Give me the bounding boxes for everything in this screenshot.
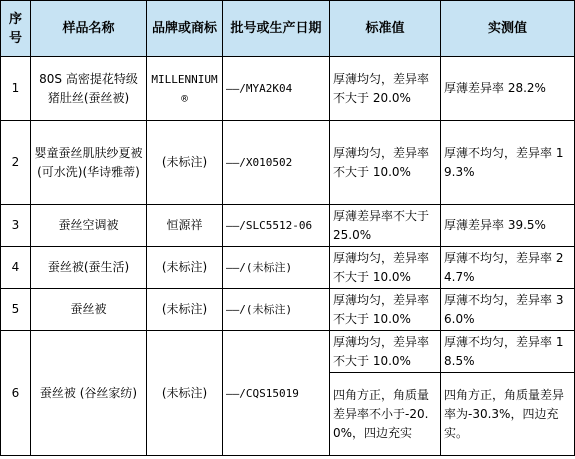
cell-standard: 厚薄均匀，差异率不大于 10.0% [330,247,441,289]
cell-standard: 厚薄均匀，差异率不大于 10.0% [330,289,441,331]
cell-standard: 厚薄均匀，差异率不大于 10.0% [330,121,441,205]
cell-brand: 恒源祥 [147,205,223,247]
cell-batch: ——/CQS15019 [223,331,330,456]
cell-standard-corner: 四角方正，角质量差异率不小于-20.0%，四边充实 [330,373,441,456]
cell-no: 2 [1,121,31,205]
cell-measured: 厚薄不均匀，差异率 24.7% [441,247,575,289]
cell-brand: (未标注) [147,247,223,289]
cell-brand: (未标注) [147,331,223,456]
cell-batch: ——/SLC5512-06 [223,205,330,247]
cell-no: 3 [1,205,31,247]
cell-brand: MILLENNIUM® [147,57,223,121]
header-measured: 实测值 [441,1,575,57]
cell-measured: 厚薄不均匀，差异率 19.3% [441,121,575,205]
header-name: 样品名称 [31,1,147,57]
header-no: 序号 [1,1,31,57]
table-row [1,121,575,205]
cell-no: 1 [1,57,31,121]
cell-name: 蚕丝被 (谷丝家纺) [31,331,147,456]
cell-batch: ——/(未标注) [223,289,330,331]
cell-name: 蚕丝被(蚕生活) [31,247,147,289]
cell-measured: 厚薄不均匀，差异率 18.5% [441,331,575,373]
cell-brand: (未标注) [147,289,223,331]
table-row [1,247,575,289]
cell-measured: 厚薄差异率 28.2% [441,57,575,121]
cell-no: 6 [1,331,31,456]
cell-name: 婴童蚕丝肌肤纱夏被(可水洗)(华诗雅蒂) [31,121,147,205]
cell-name: 蚕丝空调被 [31,205,147,247]
cell-measured-corner: 四角方正，角质量差异率为-30.3%，四边充实。 [441,373,575,456]
cell-no: 4 [1,247,31,289]
cell-name: 80S 高密提花特级猪肚丝(蚕丝被) [31,57,147,121]
cell-batch: ——/X010502 [223,121,330,205]
header-row [1,1,575,57]
cell-batch: ——/(未标注) [223,247,330,289]
cell-standard: 厚薄均匀，差异率不大于 20.0% [330,57,441,121]
table-row [1,57,575,121]
header-brand: 品牌或商标 [147,1,223,57]
cell-measured: 厚薄差异率 39.5% [441,205,575,247]
header-batch: 批号或生产日期 [223,1,330,57]
table-row [1,289,575,331]
cell-brand: (未标注) [147,121,223,205]
cell-name: 蚕丝被 [31,289,147,331]
cell-standard: 厚薄差异率不大于 25.0% [330,205,441,247]
cell-measured: 厚薄不均匀，差异率 36.0% [441,289,575,331]
cell-standard: 厚薄均匀，差异率不大于 10.0% [330,331,441,373]
table-row [1,331,575,373]
cell-no: 5 [1,289,31,331]
table-row [1,205,575,247]
header-standard: 标准值 [330,1,441,57]
cell-batch: ——/MYA2K04 [223,57,330,121]
